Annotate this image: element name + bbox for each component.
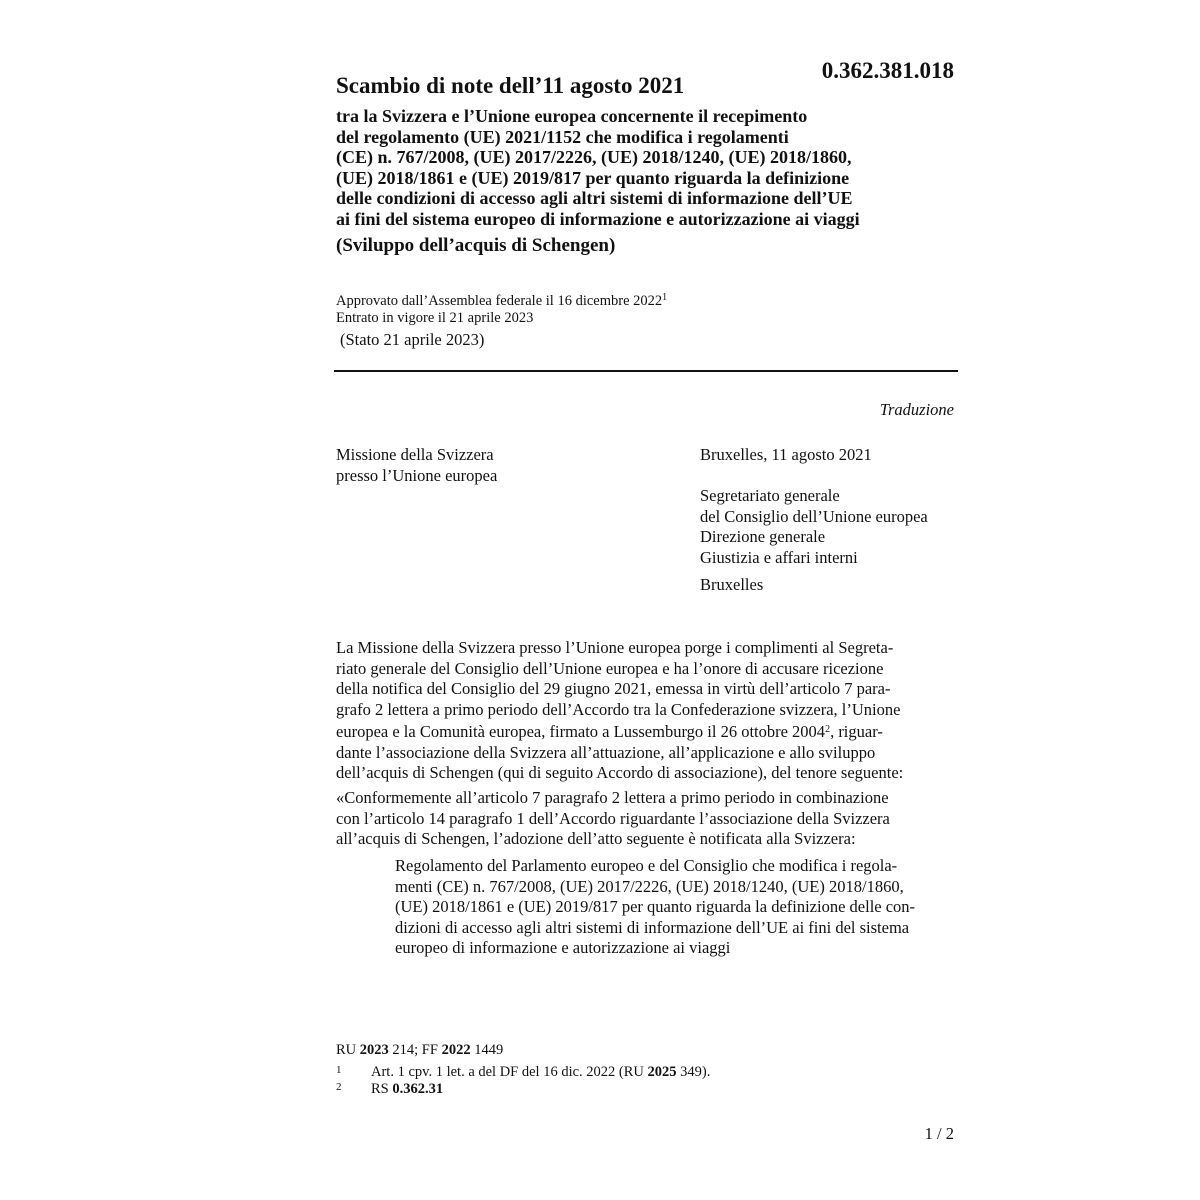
sender-block (336, 445, 497, 486)
regulation-quote (395, 856, 955, 959)
footnote-ref-2[interactable]: 2 (825, 724, 831, 735)
footnote-text: 0.362.31 (392, 1081, 444, 1097)
document-number: 0.362.381.018 (821, 58, 954, 83)
footnote-ref-1[interactable]: 1 (662, 292, 668, 303)
body-line-text: , riguar- (830, 722, 883, 741)
subtitle-line: (CE) n. 767/2008, (UE) 2017/2226, (UE) 2018/1240, (UE) 2018/1860, (336, 147, 852, 167)
footnote-text: Art. 1 cpv. 1 let. a del DF del 16 dic. 2022 (RU (371, 1064, 648, 1080)
official-reference (336, 1042, 503, 1059)
quote-line: europeo di informazione e autorizzazione ai viaggi (395, 938, 731, 957)
ref-text: 2022 (441, 1042, 471, 1058)
subtitle-line: ai fini del sistema europeo di informazione e autorizzazione ai viaggi (336, 208, 860, 229)
body-line: all’acquis di Schengen, l’adozione dell’atto seguente è notificata alla Svizzera: (336, 829, 856, 848)
sender-line: Missione della Svizzera (336, 445, 494, 464)
sender-line: presso l’Unione europea (336, 465, 498, 485)
footnote-number: 2 (336, 1081, 342, 1093)
body-line: con l’articolo 14 paragrafo 1 dell’Accordo riguardante l’associazione della Svizzera (336, 808, 890, 828)
addressee-line: del Consiglio dell’Unione europea (700, 506, 928, 526)
body-line: grafo 2 lettera a primo periodo dell’Accordo tra la Confederazione svizzera, l’Unione (336, 699, 901, 719)
body-line: «Conformemente all’articolo 7 paragrafo 2 lettera a primo periodo in combinazione (336, 788, 889, 807)
addressee-line: Direzione generale (700, 527, 826, 546)
ref-text: 1449 (470, 1042, 504, 1058)
status-date: (Stato 21 aprile 2023) (340, 330, 485, 349)
addressee-line: Giustizia e affari interni (700, 547, 858, 567)
ref-text: 2023 (359, 1042, 389, 1058)
body-paragraph-2 (336, 788, 956, 850)
quote-line: (UE) 2018/1861 e (UE) 2019/817 per quanto riguarda la definizione delle con- (395, 897, 916, 916)
header-divider (334, 370, 958, 372)
document-subtitle (336, 106, 966, 229)
page-number: 1 / 2 (924, 1124, 954, 1143)
body-paragraph-1 (336, 638, 956, 784)
quote-line: menti (CE) n. 767/2008, (UE) 2017/2226, (UE) 2018/1240, (UE) 2018/1860, (395, 876, 904, 896)
body-line: dante l’associazione della Svizzera all’attuazione, all’applicazione e allo sviluppo (336, 742, 876, 762)
schengen-subtitle: (Sviluppo dell’acquis di Schengen) (336, 235, 616, 256)
addressee-block (700, 486, 928, 568)
body-line: La Missione della Svizzera presso l’Unione europea porge i complimenti al Segreta- (336, 638, 894, 657)
footnote-text: RS (371, 1081, 393, 1097)
body-line-text: europea e la Comunità europea, firmato a Lussemburgo il 26 ottobre 2004 (336, 722, 826, 741)
subtitle-line: tra la Svizzera e l’Unione europea concernente il recepimento (336, 106, 808, 126)
ref-text: 214; FF (388, 1042, 442, 1058)
subtitle-line: (UE) 2018/1861 e (UE) 2019/817 per quanto riguarda la definizione (336, 167, 850, 188)
approval-meta (336, 289, 667, 327)
approval-date: Approvato dall’Assemblea federale il 16 dicembre 2022 (336, 293, 663, 309)
quote-line: dizioni di accesso agli altri sistemi di informazione dell’UE ai fini del sistema (395, 917, 910, 937)
subtitle-line: delle condizioni di accesso agli altri sistemi di informazione dell’UE (336, 188, 853, 208)
footnote-2 (336, 1079, 443, 1098)
place-date: Bruxelles, 11 agosto 2021 (700, 445, 872, 464)
footnote-text: 349). (676, 1064, 711, 1080)
in-force-date: Entrato in vigore il 21 aprile 2023 (336, 310, 534, 326)
body-line: riato generale del Consiglio dell’Unione europea e ha l’onore di accusare ricezione (336, 658, 884, 678)
body-line: dell’acquis di Schengen (qui di seguito Accordo di associazione), del tenore seguente: (336, 763, 904, 782)
quote-line: Regolamento del Parlamento europeo e del Consiglio che modifica i regola- (395, 856, 898, 875)
footnote-text: 2025 (647, 1064, 677, 1080)
footnote-number: 1 (336, 1064, 342, 1076)
addressee-city: Bruxelles (700, 575, 764, 594)
addressee-line: Segretariato generale (700, 486, 840, 505)
body-line (336, 720, 956, 743)
subtitle-line: del regolamento (UE) 2021/1152 che modifica i regolamenti (336, 126, 789, 147)
document-title: Scambio di note dell’11 agosto 2021 (336, 73, 685, 98)
body-line: della notifica del Consiglio del 29 giugno 2021, emessa in virtù dell’articolo 7 para- (336, 679, 891, 698)
ref-text: RU (336, 1042, 360, 1058)
translation-label: Traduzione (879, 400, 954, 419)
